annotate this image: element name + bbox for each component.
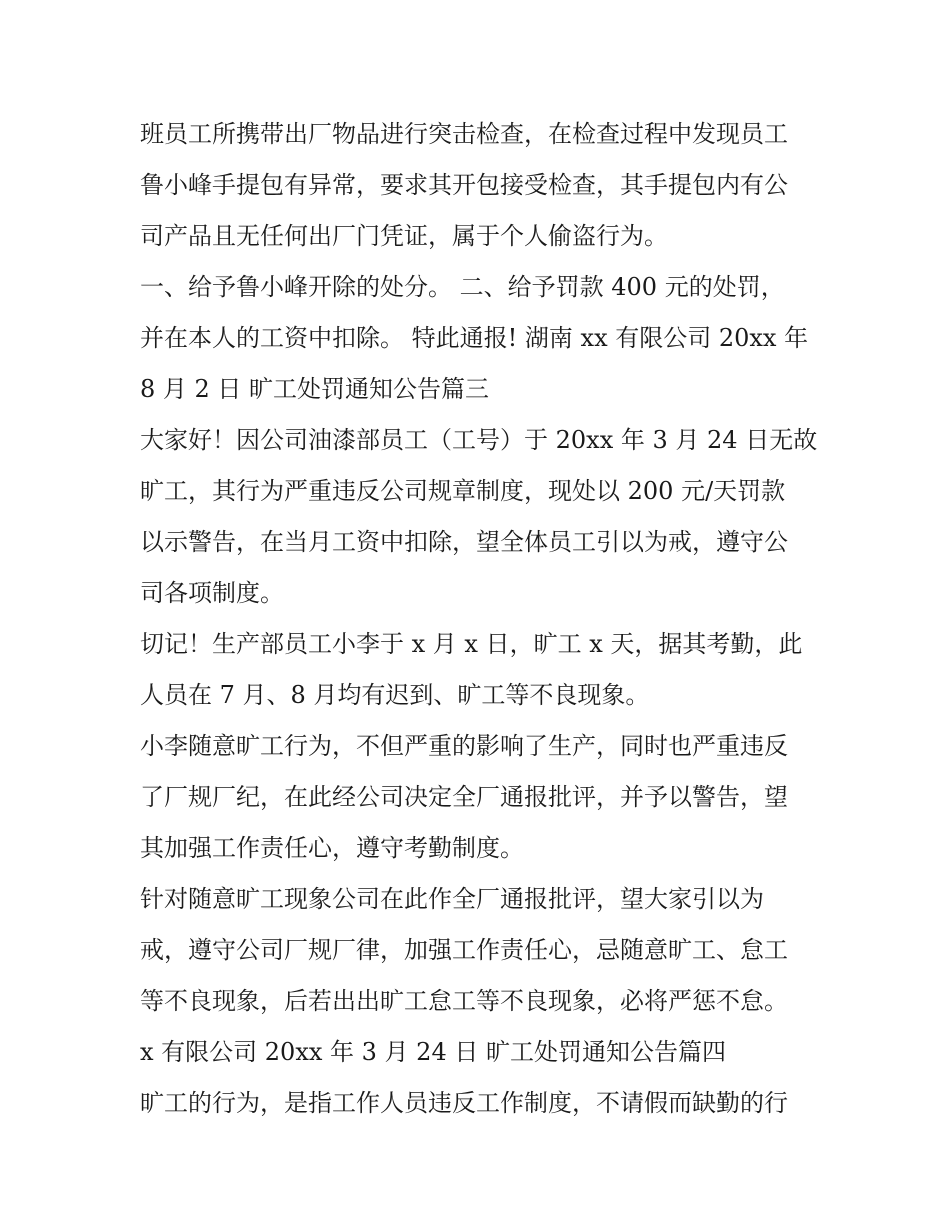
text-line: 以示警告，在当月工资中扣除，望全体员工引以为戒，遵守公 [140,528,788,556]
text-line: 并在本人的工资中扣除。 特此通报! 湖南 xx 有限公司 20xx 年 [140,324,809,352]
text-line: 一、给予鲁小峰开除的处分。 二、给予罚款 400 元的处罚， [140,273,785,301]
document-body [140,109,820,1129]
text-line: 旷工的行为，是指工作人员违反工作制度，不请假而缺勤的行 [140,1089,788,1117]
text-line: 人员在 7 月、8 月均有迟到、旷工等不良现象。 [140,681,650,709]
text-line: 其加强工作责任心，遵守考勤制度。 [140,834,524,862]
text-line: 司产品且无任何出厂门凭证，属于个人偷盗行为。 [140,222,668,250]
text-line: 针对随意旷工现象公司在此作全厂通报批评，望大家引以为 [140,885,764,913]
text-line: 鲁小峰手提包有异常，要求其开包接受检查，其手提包内有公 [140,171,788,199]
text-line: 大家好！因公司油漆部员工（工号）于 20xx 年 3 月 24 日无故 [140,426,818,454]
text-line: 切记！生产部员工小李于 x 月 x 日，旷工 x 天，据其考勤，此 [140,630,803,658]
text-line: 班员工所携带出厂物品进行突击检查，在检查过程中发现员工 [140,120,788,148]
text-line: 旷工，其行为严重违反公司规章制度，现处以 200 元/天罚款 [140,477,786,505]
text-line: x 有限公司 20xx 年 3 月 24 日 旷工处罚通知公告篇四 [140,1038,726,1066]
text-line: 8 月 2 日 旷工处罚通知公告篇三 [140,375,490,403]
text-line: 等不良现象，后若出出旷工怠工等不良现象，必将严惩不怠。 [140,987,788,1015]
text-line: 小李随意旷工行为，不但严重的影响了生产，同时也严重违反 [140,732,788,760]
text-line: 戒，遵守公司厂规厂律，加强工作责任心，忌随意旷工、怠工 [140,936,788,964]
text-line: 了厂规厂纪，在此经公司决定全厂通报批评，并予以警告，望 [140,783,788,811]
text-line: 司各项制度。 [140,579,284,607]
